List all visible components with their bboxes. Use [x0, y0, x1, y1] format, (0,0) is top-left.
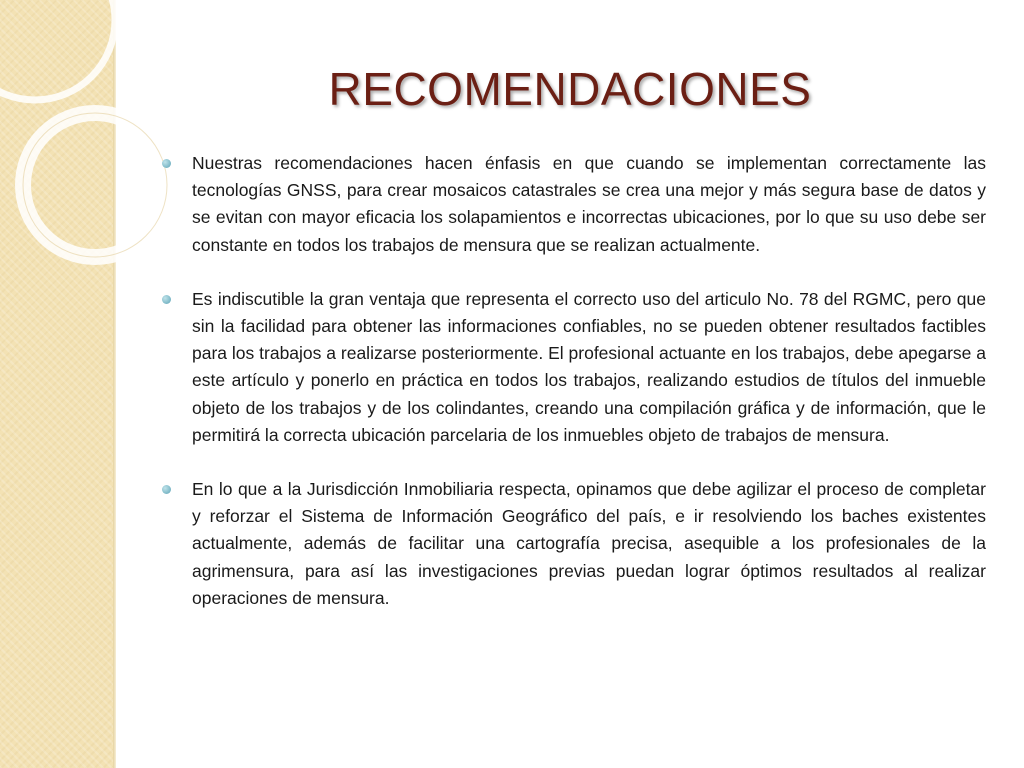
bullet-item-2 [160, 286, 986, 449]
side-band-edge [113, 0, 116, 768]
bullet-item-3 [160, 476, 986, 612]
bullet-dot-icon [162, 295, 171, 304]
bullet-dot-icon [162, 159, 171, 168]
bullet-text: En lo que a la Jurisdicción Inmobiliaria respecta, opinamos que debe agilizar el proceso de completar y reforzar el Sistema de Información Geográfico del país, e ir resolviendo los baches existentes actualmente, además de facilitar una cartografía precisa, asequible a los profesionales de la agrimensura, para así las investigaciones previas puedan lograr óptimos resultados al realizar operaciones de mensura. [192, 479, 986, 608]
decorative-side-band [0, 0, 113, 768]
bullet-text: Nuestras recomendaciones hacen énfasis en que cuando se implementan correctamente las tecnologías GNSS, para crear mosaicos catastrales se crea una mejor y más segura base de datos y se evitan con mayor eficacia los solapamientos e incorrectas ubicaciones, por lo que su uso debe ser constante en todos los trabajos de mensura que se realizan actualmente. [192, 153, 986, 255]
bullet-text: Es indiscutible la gran ventaja que representa el correcto uso del articulo No. 78 del RGMC, pero que sin la facilidad para obtener las informaciones confiables, no se pueden obtener resultados factibles para los trabajos a realizarse posteriormente. El profesional actuante en los trabajos, debe apegarse a este artículo y ponerlo en práctica en todos los trabajos, realizando estudios de títulos del inmueble objeto de los trabajos y de los colindantes, creando una compilación gráfica y de información, que le permitirá la correcta ubicación parcelaria de los inmuebles objeto de trabajos de mensura. [192, 288, 986, 445]
bullet-item-1 [160, 150, 986, 259]
bullet-list [160, 150, 986, 612]
slide-title: RECOMENDACIONES [328, 63, 812, 115]
bullet-dot-icon [162, 485, 171, 494]
